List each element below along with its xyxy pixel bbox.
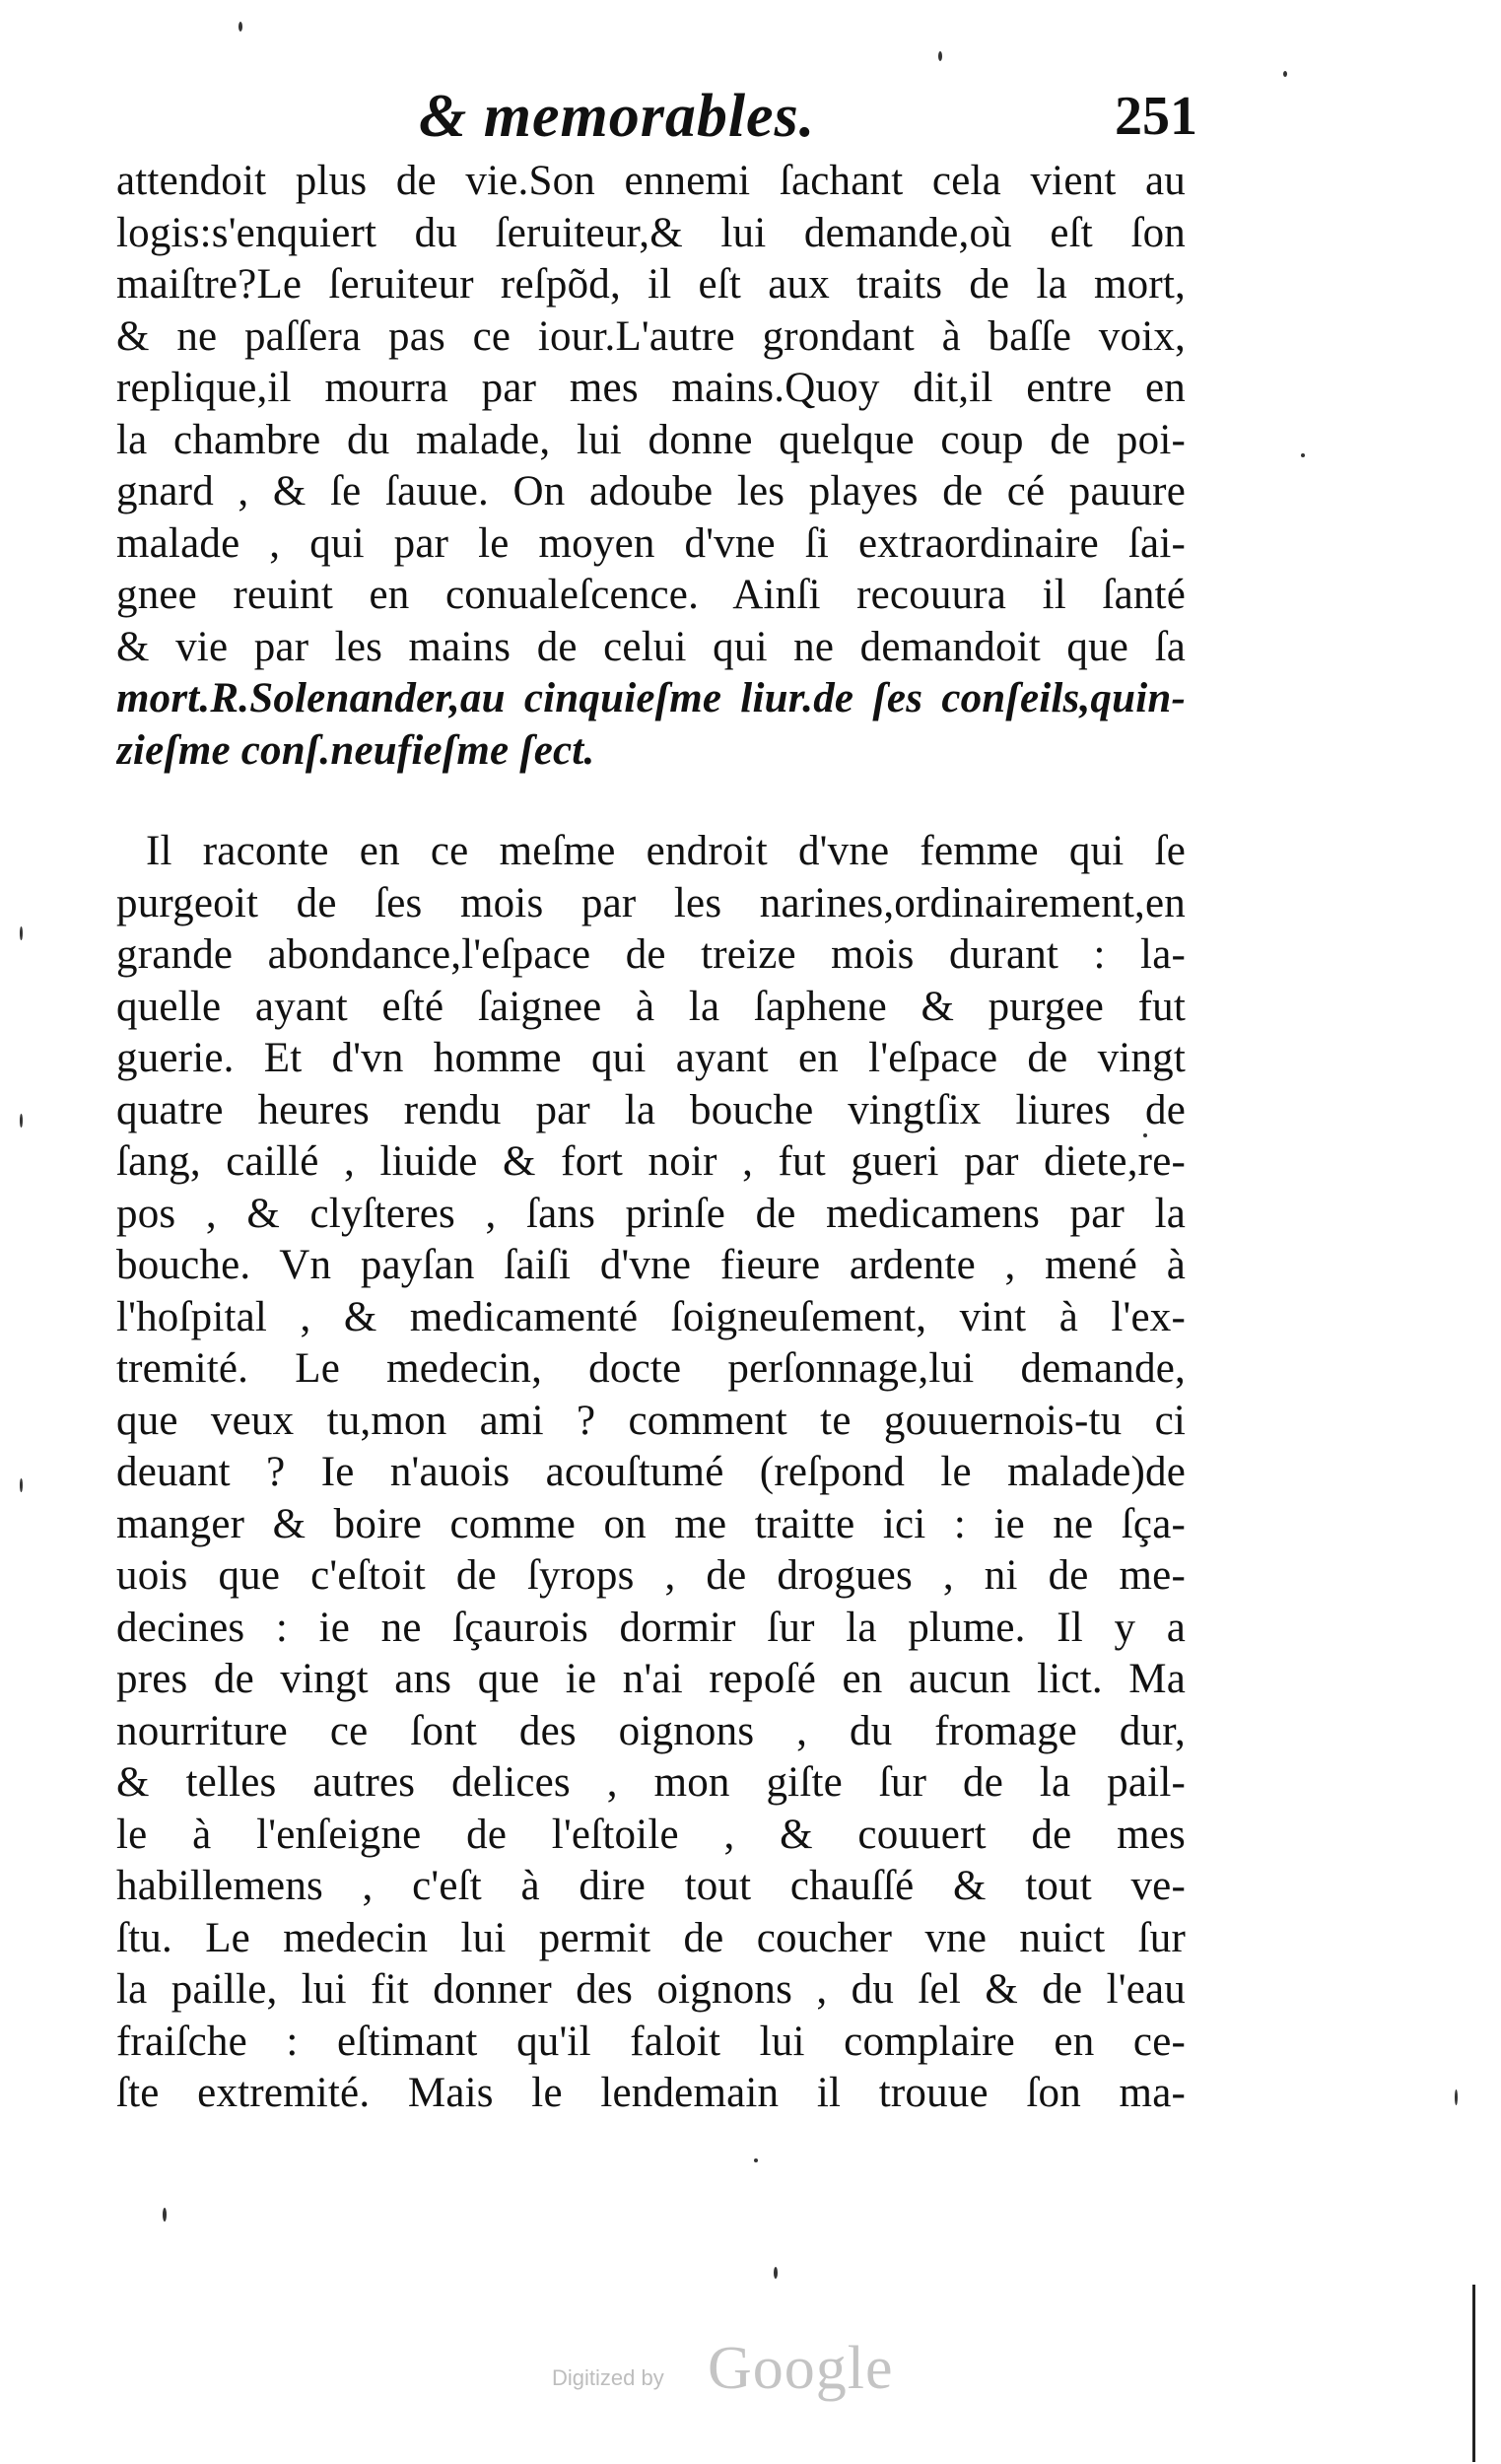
scan-speck <box>20 1114 23 1128</box>
text-line: bouche. Vn payſan ſaiſi d'vne fieure ardente , mené à <box>116 1242 1186 1288</box>
text-line: decines : ie ne ſçaurois dormir ſur la plume. Il y a <box>116 1604 1186 1651</box>
text-line: quatre heures rendu par la bouche vingtſix liures de <box>116 1086 1186 1133</box>
page-header <box>0 77 1501 156</box>
scan-speck <box>774 2267 778 2279</box>
scan-speck <box>20 1478 23 1492</box>
text-line: malade , qui par le moyen d'vne ſi extraordinaire ſai- <box>116 519 1186 567</box>
scan-speck <box>163 2208 167 2222</box>
text-line: ſte extremité. Mais le lendemain il trouue ſon ma- <box>116 2070 1186 2116</box>
text-line: la paille, lui fit donner des oignons , du ſel & de l'eau <box>116 1966 1186 2013</box>
text-line: manger & boire comme on me traitte ici : ie ne ſça- <box>116 1500 1186 1547</box>
digitized-label: Digitized by <box>552 2365 664 2390</box>
text-line: gnard , & ſe ſauue. On adoube les playes de cé pauure <box>116 468 1186 514</box>
scan-speck <box>1143 1133 1147 1137</box>
text-line: uois que c'eſtoit de ſyrops , de drogues , ni de me- <box>116 1552 1186 1599</box>
text-line: gnee reuint en conualeſcence. Ainſi recouura il ſanté <box>116 572 1186 618</box>
running-title: & memorables. <box>419 83 816 150</box>
citation-line: zieſme conſ.neufieſme ſect. <box>116 726 595 774</box>
text-line: deuant ? Ie n'auois acouſtumé (reſpond le malade)de <box>116 1449 1186 1495</box>
text-line: Il raconte en ce meſme endroit d'vne femme qui ſe <box>146 828 1186 874</box>
text-line: ſtu. Le medecin lui permit de coucher vne nuict ſur <box>116 1914 1186 1961</box>
text-line: grande abondance,l'eſpace de treize mois durant : la- <box>116 931 1186 978</box>
text-line: & telles autres delices , mon giſte ſur de la pail- <box>116 1759 1186 1806</box>
scan-speck <box>754 2158 758 2162</box>
text-line: quelle ayant eſté ſaignee à la ſaphene & purgee fut <box>116 983 1186 1030</box>
text-line: pres de vingt ans que ie n'ai repoſé en aucun lict. Ma <box>116 1656 1186 1702</box>
text-line: guerie. Et d'vn homme qui ayant en l'eſpace de vingt <box>116 1035 1186 1081</box>
text-line: logis:s'enquiert du ſeruiteur,& lui demande,où eſt ſon <box>116 209 1186 256</box>
citation-line: mort.R.Solenander,au cinquieſme liur.de ſes conſeils,quin- <box>116 675 1186 721</box>
text-line: habillemens , c'eſt à dire tout chauſſé & tout ve- <box>116 1863 1186 1909</box>
text-line: attendoit plus de vie.Son ennemi ſachant cela vient au <box>116 158 1186 204</box>
paragraph-2 <box>116 826 1186 2120</box>
scan-speck <box>1283 71 1287 77</box>
scan-speck <box>938 51 942 61</box>
scan-speck <box>1455 2089 1458 2105</box>
text-line: maiſtre?Le ſeruiteur reſpõd, il eſt aux traits de la mort, <box>116 261 1186 308</box>
scan-edge-line <box>1472 2285 1475 2462</box>
paragraph-1 <box>116 156 1186 777</box>
text-line: & ne paſſera pas ce iour.L'autre grondant à baſſe voix, <box>116 312 1186 360</box>
text-line: que veux tu,mon ami ? comment te gouuernois-tu ci <box>116 1397 1186 1444</box>
scan-speck <box>20 926 23 940</box>
scan-speck <box>239 22 242 32</box>
text-line: tremité. Le medecin, docte perſonnage,lui demande, <box>116 1345 1186 1392</box>
scan-speck <box>1301 453 1305 457</box>
text-line: ſang, caillé , liuide & fort noir , fut gueri par diete,re- <box>116 1138 1186 1185</box>
google-logo: Google <box>708 2335 894 2402</box>
text-line: la chambre du malade, lui donne quelque coup de poi- <box>116 416 1186 463</box>
text-line: pos , & clyſteres , ſans prinſe de medicamens par la <box>116 1190 1186 1237</box>
text-line: le à l'enſeigne de l'eſtoile , & couuert de mes <box>116 1811 1186 1858</box>
text-line: fraiſche : eſtimant qu'il faloit lui complaire en ce- <box>116 2018 1186 2065</box>
text-line: purgeoit de ſes mois par les narines,ordinairement,en <box>116 879 1186 926</box>
text-line: replique,il mourra par mes mains.Quoy dit,il entre en <box>116 365 1186 411</box>
text-line: l'hoſpital , & medicamenté ſoigneuſement, vint à l'ex- <box>116 1293 1186 1340</box>
text-line: & vie par les mains de celui qui ne demandoit que ſa <box>116 623 1186 670</box>
page-number: 251 <box>1115 86 1197 147</box>
text-line: nourriture ce ſont des oignons , du fromage dur, <box>116 1707 1186 1754</box>
digitization-watermark <box>552 2334 966 2413</box>
